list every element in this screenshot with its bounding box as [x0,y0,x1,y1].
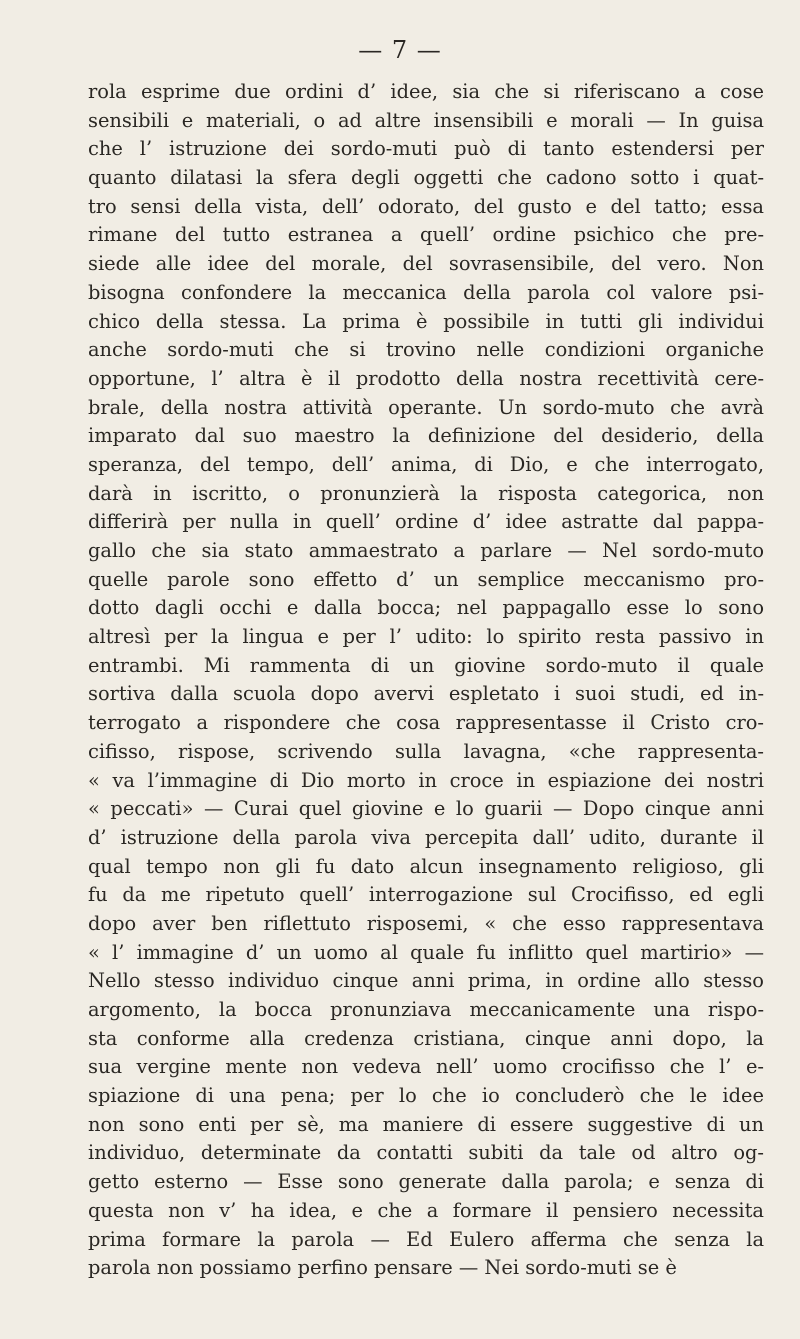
text-line: questa non v’ ha idea, e che a formare il pensiero necessita [88,1198,764,1222]
text-line: quanto dilatasi la sfera degli oggetti che cadono sotto i quat- [88,166,764,190]
text-line: « l’ immagine d’ un uomo al quale fu inflitto quel martirio» — [88,940,764,964]
text-line: parola non possiamo perfino pensare — Nei sordo-muti se è [88,1256,677,1280]
text-line: brale, della nostra attività operante. Un sordo-muto che avrà [88,395,764,419]
text-line: prima formare la parola — Ed Eulero afferma che senza la [88,1227,764,1251]
text-line: gallo che sia stato ammaestrato a parlare — Nel sordo-muto [88,539,764,562]
text-line: differirà per nulla in quell’ ordine d’ idee astratte dal pappa- [88,510,764,534]
text-line: chico della stessa. La prima è possibile in tutti gli individui [88,309,764,333]
text-line: rola esprime due ordini d’ idee, sia che si riferiscano a cose [88,80,764,103]
text-line: entrambi. Mi rammenta di un giovine sordo-muto il quale [88,653,764,677]
text-line: d’ istruzione della parola viva percepita dall’ udito, durante il [88,825,764,849]
text-line: terrogato a rispondere che cosa rappresentasse il Cristo cro- [88,711,764,735]
text-line: rimane del tutto estranea a quell’ ordine psichico che pre- [88,223,764,247]
text-line: anche sordo-muti che si trovino nelle condizioni organiche [88,338,764,362]
text-line: quelle parole sono effetto d’ un semplice meccanismo pro- [88,567,764,591]
text-line: individuo, determinate da contatti subiti da tale od altro og- [88,1141,764,1165]
body-text [88,78,764,1283]
text-line: dotto dagli occhi e dalla bocca; nel pappagallo esse lo sono [88,596,764,620]
text-line: « peccati» — Curai quel giovine e lo guarii — Dopo cinque anni [88,797,764,821]
text-line: speranza, del tempo, dell’ anima, di Dio, e che interrogato, [88,452,764,476]
text-line: getto esterno — Esse sono generate dalla parola; e senza di [88,1170,764,1194]
text-line: darà in iscritto, o pronunzierà la risposta categorica, non [88,481,764,505]
text-line: che l’ istruzione dei sordo-muti può di tanto estendersi per [88,137,764,161]
text-line: non sono enti per sè, ma maniere di essere suggestive di un [88,1112,764,1136]
text-line: dopo aver ben riflettuto risposemi, « che esso rappresentava [88,911,764,935]
text-line: qual tempo non gli fu dato alcun insegnamento religioso, gli [88,854,764,878]
text-line: Nello stesso individuo cinque anni prima, in ordine allo stesso [88,969,764,993]
text-line: bisogna confondere la meccanica della parola col valore psi- [88,280,764,304]
text-line: sua vergine mente non vedeva nell’ uomo crocifisso che l’ e- [88,1055,764,1079]
text-line: tro sensi della vista, dell’ odorato, del gusto e del tatto; essa [88,194,764,218]
page-number: — 7 — [358,36,442,64]
text-line: spiazione di una pena; per lo che io concluderò che le idee [88,1084,764,1108]
text-line: argomento, la bocca pronunziava meccanicamente una rispo- [88,998,764,1021]
text-line: sensibili e materiali, o ad altre insensibili e morali — In guisa [88,108,764,132]
text-line: imparato dal suo maestro la definizione del desiderio, della [88,424,764,448]
text-line: sortiva dalla scuola dopo avervi espletato i suoi studi, ed in- [88,682,764,706]
text-line: sta conforme alla credenza cristiana, cinque anni dopo, la [88,1026,764,1050]
text-line: cifisso, rispose, scrivendo sulla lavagna, «che rappresenta- [88,739,764,763]
text-line: « va l’immagine di Dio morto in croce in espiazione dei nostri [88,768,764,792]
text-line: opportune, l’ altra è il prodotto della nostra recettività cere- [88,366,764,390]
text-line: altresì per la lingua e per l’ udito: lo spirito resta passivo in [88,625,764,649]
text-line: fu da me ripetuto quell’ interrogazione sul Crocifisso, ed egli [88,883,764,907]
text-line: siede alle idee del morale, del sovrasensibile, del vero. Non [88,252,764,276]
